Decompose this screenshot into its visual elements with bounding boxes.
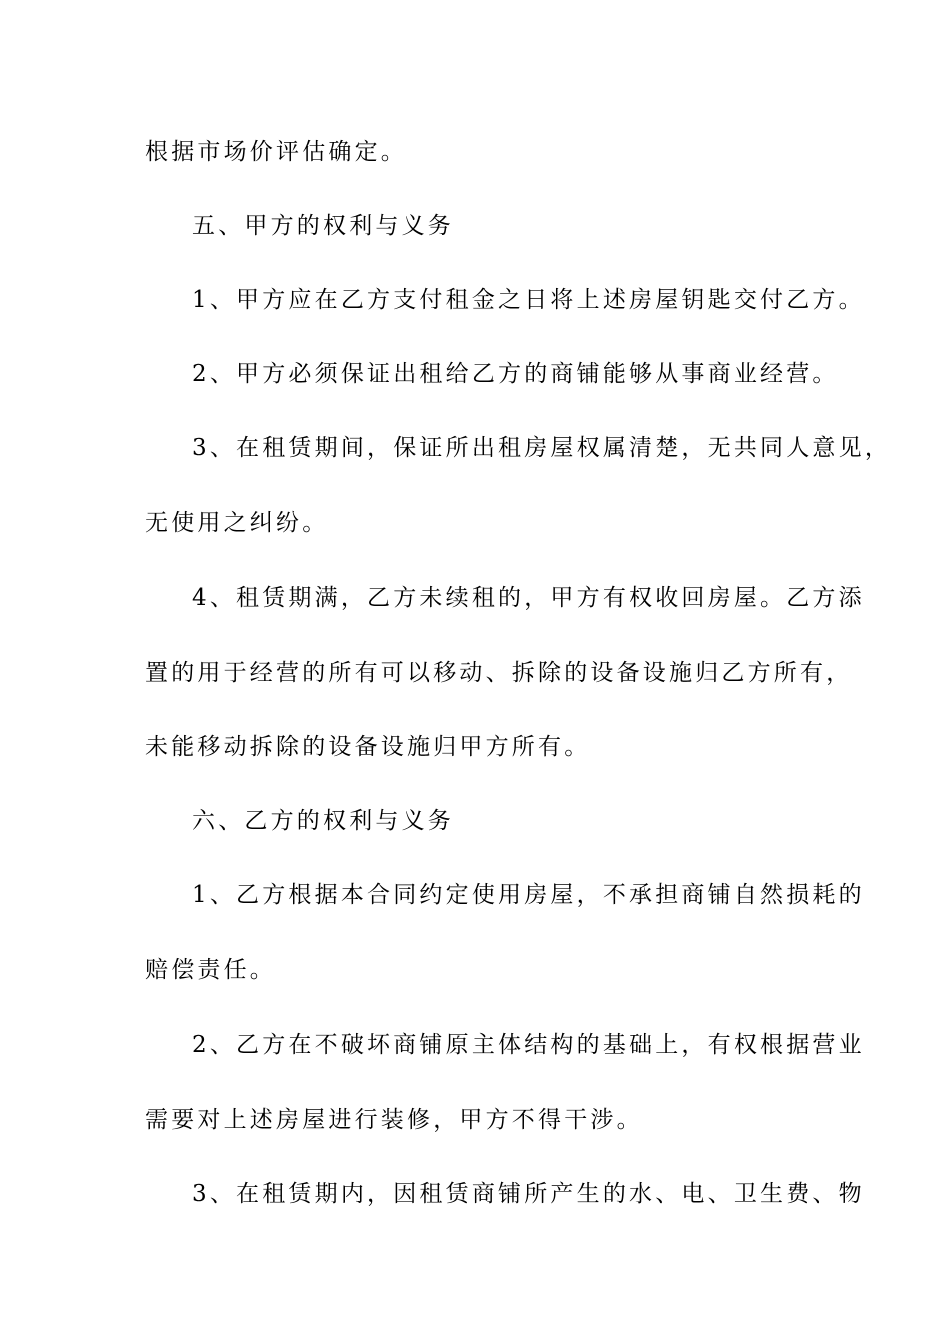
clause-a3-line2: 无使用之纠纷。	[145, 510, 329, 536]
text-line-continuation: 根据市场价评估确定。	[145, 139, 407, 165]
section-heading-party-b: 六、乙方的权利与义务	[192, 808, 454, 834]
clause-a4-line3: 未能移动拆除的设备设施归甲方所有。	[145, 734, 591, 760]
clause-b2-line1: 2、乙方在不破坏商铺原主体结构的基础上，有权根据营业	[192, 1032, 865, 1058]
clause-b1-line2: 赔偿责任。	[145, 957, 276, 983]
section-heading-party-a: 五、甲方的权利与义务	[192, 213, 454, 239]
clause-a1: 1、甲方应在乙方支付租金之日将上述房屋钥匙交付乙方。	[192, 287, 865, 313]
clause-b3-line1: 3、在租赁期内，因租赁商铺所产生的水、电、卫生费、物	[192, 1181, 865, 1207]
clause-a4-line1: 4、租赁期满，乙方未续租的，甲方有权收回房屋。乙方添	[192, 585, 865, 611]
clause-a3-line1: 3、在租赁期间，保证所出租房屋权属清楚，无共同人意见，	[192, 435, 892, 461]
clause-a4-line2: 置的用于经营的所有可以移动、拆除的设备设施归乙方所有，	[145, 660, 853, 686]
clause-b1-line1: 1、乙方根据本合同约定使用房屋，不承担商铺自然损耗的	[192, 882, 865, 908]
clause-b2-line2: 需要对上述房屋进行装修，甲方不得干涉。	[145, 1107, 643, 1133]
clause-a2: 2、甲方必须保证出租给乙方的商铺能够从事商业经营。	[192, 361, 839, 387]
